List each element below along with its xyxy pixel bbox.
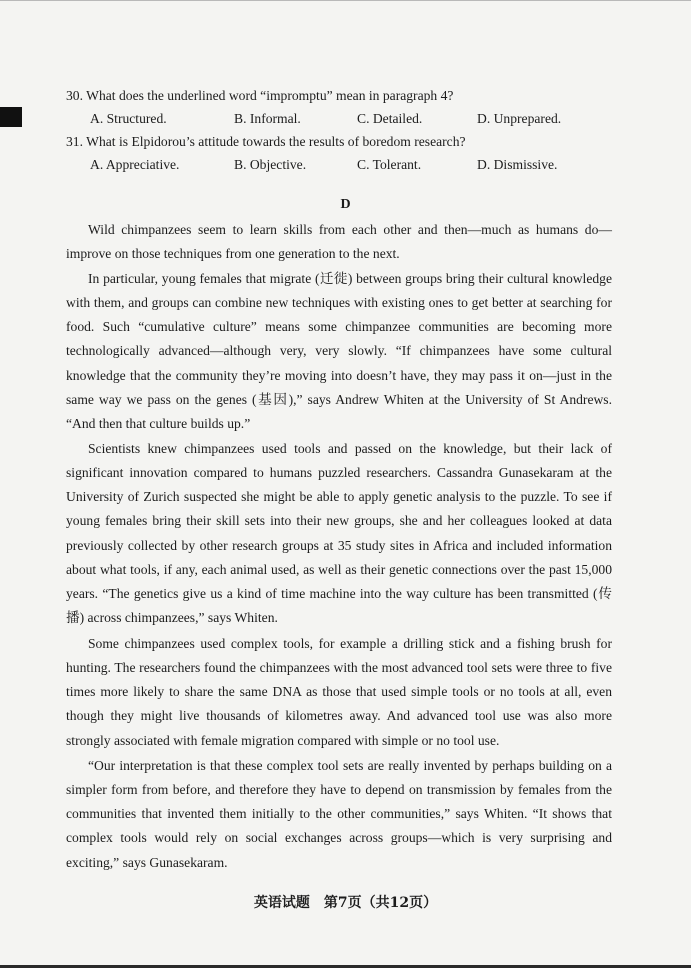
q31-option-a: A. Appreciative. xyxy=(90,157,180,172)
top-edge-line xyxy=(0,0,691,1)
q30-option-a: A. Structured. xyxy=(90,111,167,126)
page-footer: 英语试题 第7页（共12页） xyxy=(253,895,438,911)
question-31: 31. What is Elpidorou’s attitude towards the results of boredom research? xyxy=(66,134,466,149)
paragraph-4: Some chimpanzees used complex tools, for example a drilling stick and a fishing brush for hunting. The researchers found the chimpanzees with the most advanced tool sets were three to five times more likely to share the same DNA as those that used simple tools or no tools at all, even though they might live thousands of kilometres away. And advanced tool use was also more strongly associated with female migration compared with simple or no tool use. xyxy=(66,636,612,748)
paragraph-3: Scientists knew chimpanzees used tools and passed on the knowledge, but their lack of significant innovation compared to humans puzzled researchers. Cassandra Gunasekaram at the University of Zurich suspected she might be able to apply genetic analysis to the puzzle. To see if young females bring their skill sets into their new groups, she and her colleagues looked at data previously collected by other research groups at 35 study sites in Africa and included information about what tools, if any, each animal used, as well as their genetic connections over the past 15,000 years. “The genetics give us a kind of time machine into the way culture has been transmitted (传播) across chimpanzees,” says Whiten. xyxy=(66,441,612,626)
question-30: 30. What does the underlined word “impromptu” mean in paragraph 4? xyxy=(66,88,454,103)
q31-option-b: B. Objective. xyxy=(234,157,307,172)
paragraph-1: Wild chimpanzees seem to learn skills from each other and then—much as humans do—improve on those techniques from one generation to the next. xyxy=(66,222,612,262)
q31-option-c: C. Tolerant. xyxy=(357,157,422,172)
paragraph-5: “Our interpretation is that these complex tool sets are really invented by perhaps building on a simpler form from before, and therefore they have to depend on transmission by females from the communities that invented them initially to the other communities,” says Whiten. “It shows that complex tools would rely on social exchanges across groups—which is very surprising and exciting,” says Gunasekaram. xyxy=(66,758,612,870)
paragraph-2: In particular, young females that migrate (迁徙) between groups bring their cultural knowledge with them, and groups can combine new techniques with existing ones to get better at searching for food. Such “cumulative culture” means some chimpanzee communities are becoming more technologically advanced—although very, very slowly. “If chimpanzees have some cultural knowledge that the community they’re moving into doesn’t have, they may pass it on—just in the same way we pass on the genes (基因),” says Andrew Whiten at the University of St Andrews. “And then that culture builds up.” xyxy=(66,271,612,431)
q31-option-d: D. Dismissive. xyxy=(477,157,558,172)
section-label: D xyxy=(340,197,351,212)
scan-margin-mark xyxy=(0,107,22,127)
q30-option-c: C. Detailed. xyxy=(357,111,423,126)
q30-option-d: D. Unprepared. xyxy=(477,111,562,126)
q30-option-b: B. Informal. xyxy=(234,111,301,126)
